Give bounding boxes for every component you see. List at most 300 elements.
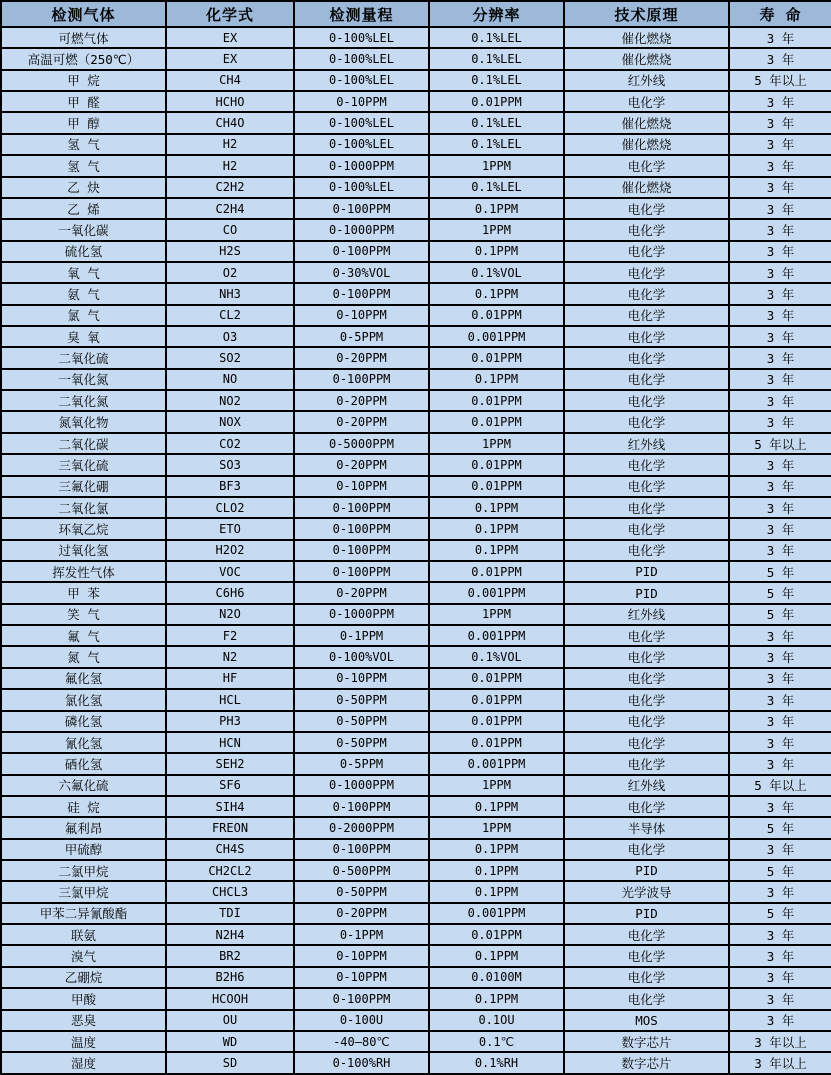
lifespan-cell: 3 年 [729, 326, 831, 347]
gas-name-cell: 二氯甲烷 [1, 860, 166, 881]
formula-cell: WD [166, 1031, 294, 1052]
range-cell: 0-100PPM [294, 518, 429, 539]
formula-cell: HCL [166, 689, 294, 710]
lifespan-cell: 3 年 [729, 305, 831, 326]
range-cell: 0-5PPM [294, 753, 429, 774]
range-cell: 0-100%LEL [294, 177, 429, 198]
range-cell: 0-100PPM [294, 540, 429, 561]
table-row [1, 177, 831, 198]
table-row [1, 1031, 831, 1052]
lifespan-cell: 3 年 [729, 988, 831, 1009]
col-header-resolution: 分辨率 [429, 1, 564, 27]
principle-cell: 电化学 [564, 625, 729, 646]
formula-cell: CO2 [166, 433, 294, 454]
resolution-cell: 0.01PPM [429, 924, 564, 945]
principle-cell: 电化学 [564, 518, 729, 539]
resolution-cell: 1PPM [429, 817, 564, 838]
resolution-cell: 0.1PPM [429, 283, 564, 304]
table-row [1, 881, 831, 902]
principle-cell: 催化燃烧 [564, 27, 729, 48]
gas-name-cell: 六氟化硫 [1, 775, 166, 796]
range-cell: 0-1000PPM [294, 155, 429, 176]
range-cell: 0-5000PPM [294, 433, 429, 454]
principle-cell: 电化学 [564, 924, 729, 945]
principle-cell: MOS [564, 1010, 729, 1031]
gas-name-cell: 温度 [1, 1031, 166, 1052]
lifespan-cell: 3 年以上 [729, 1031, 831, 1052]
gas-name-cell: 甲 苯 [1, 582, 166, 603]
lifespan-cell: 5 年以上 [729, 433, 831, 454]
lifespan-cell: 3 年 [729, 476, 831, 497]
lifespan-cell: 3 年 [729, 945, 831, 966]
table-row [1, 155, 831, 176]
range-cell: 0-30%VOL [294, 262, 429, 283]
table-row [1, 497, 831, 518]
resolution-cell: 1PPM [429, 155, 564, 176]
table-row [1, 70, 831, 91]
resolution-cell: 0.01PPM [429, 711, 564, 732]
principle-cell: 电化学 [564, 732, 729, 753]
formula-cell: C2H2 [166, 177, 294, 198]
lifespan-cell: 3 年以上 [729, 1052, 831, 1074]
table-row [1, 860, 831, 881]
gas-name-cell: 恶臭 [1, 1010, 166, 1031]
resolution-cell: 0.01PPM [429, 454, 564, 475]
principle-cell: 电化学 [564, 689, 729, 710]
principle-cell: 电化学 [564, 241, 729, 262]
table-row [1, 198, 831, 219]
formula-cell: NO [166, 369, 294, 390]
principle-cell: 电化学 [564, 411, 729, 432]
gas-name-cell: 氢 气 [1, 155, 166, 176]
principle-cell: 电化学 [564, 668, 729, 689]
range-cell: 0-10PPM [294, 668, 429, 689]
table-row [1, 988, 831, 1009]
table-row [1, 646, 831, 667]
resolution-cell: 0.1%LEL [429, 70, 564, 91]
resolution-cell: 0.1%LEL [429, 27, 564, 48]
range-cell: 0-20PPM [294, 347, 429, 368]
principle-cell: 电化学 [564, 945, 729, 966]
range-cell: 0-1PPM [294, 625, 429, 646]
range-cell: 0-10PPM [294, 476, 429, 497]
formula-cell: HCN [166, 732, 294, 753]
lifespan-cell: 3 年 [729, 198, 831, 219]
principle-cell: 电化学 [564, 390, 729, 411]
resolution-cell: 0.1%VOL [429, 646, 564, 667]
resolution-cell: 1PPM [429, 604, 564, 625]
formula-cell: B2H6 [166, 967, 294, 988]
formula-cell: TDI [166, 903, 294, 924]
table-row [1, 732, 831, 753]
range-cell: 0-100PPM [294, 283, 429, 304]
table-row [1, 219, 831, 240]
lifespan-cell: 3 年 [729, 689, 831, 710]
table-row [1, 134, 831, 155]
gas-name-cell: 湿度 [1, 1052, 166, 1074]
formula-cell: H2 [166, 155, 294, 176]
range-cell: 0-20PPM [294, 903, 429, 924]
formula-cell: C2H4 [166, 198, 294, 219]
col-header-gas-name: 检测气体 [1, 1, 166, 27]
resolution-cell: 0.1PPM [429, 518, 564, 539]
resolution-cell: 0.01PPM [429, 689, 564, 710]
formula-cell: SO2 [166, 347, 294, 368]
table-row [1, 817, 831, 838]
principle-cell: 电化学 [564, 347, 729, 368]
principle-cell: 红外线 [564, 604, 729, 625]
range-cell: 0-100%LEL [294, 27, 429, 48]
table-row [1, 48, 831, 69]
principle-cell: 电化学 [564, 283, 729, 304]
resolution-cell: 0.01PPM [429, 390, 564, 411]
principle-cell: 电化学 [564, 711, 729, 732]
principle-cell: 催化燃烧 [564, 177, 729, 198]
range-cell: 0-100%VOL [294, 646, 429, 667]
gas-name-cell: 臭 氧 [1, 326, 166, 347]
table-row [1, 796, 831, 817]
gas-name-cell: 甲苯二异氰酸酯 [1, 903, 166, 924]
gas-name-cell: 硅 烷 [1, 796, 166, 817]
formula-cell: FREON [166, 817, 294, 838]
resolution-cell: 0.001PPM [429, 582, 564, 603]
lifespan-cell: 3 年 [729, 91, 831, 112]
resolution-cell: 0.1PPM [429, 796, 564, 817]
resolution-cell: 0.1%LEL [429, 134, 564, 155]
resolution-cell: 0.1%LEL [429, 177, 564, 198]
resolution-cell: 0.1%LEL [429, 112, 564, 133]
gas-name-cell: 二氧化氮 [1, 390, 166, 411]
range-cell: 0-100U [294, 1010, 429, 1031]
resolution-cell: 0.0100M [429, 967, 564, 988]
table-row [1, 241, 831, 262]
gas-name-cell: 笑 气 [1, 604, 166, 625]
principle-cell: 数字芯片 [564, 1052, 729, 1074]
formula-cell: SO3 [166, 454, 294, 475]
formula-cell: N2 [166, 646, 294, 667]
formula-cell: CO [166, 219, 294, 240]
table-row [1, 326, 831, 347]
principle-cell: 催化燃烧 [564, 112, 729, 133]
range-cell: 0-50PPM [294, 689, 429, 710]
range-cell: 0-500PPM [294, 860, 429, 881]
table-row [1, 753, 831, 774]
range-cell: 0-1000PPM [294, 775, 429, 796]
principle-cell: PID [564, 860, 729, 881]
gas-name-cell: 磷化氢 [1, 711, 166, 732]
range-cell: 0-20PPM [294, 582, 429, 603]
col-header-lifespan: 寿 命 [729, 1, 831, 27]
resolution-cell: 0.01PPM [429, 91, 564, 112]
resolution-cell: 0.1PPM [429, 241, 564, 262]
range-cell: 0-100PPM [294, 988, 429, 1009]
table-row [1, 1052, 831, 1074]
range-cell: 0-10PPM [294, 91, 429, 112]
principle-cell: 红外线 [564, 775, 729, 796]
table-row [1, 689, 831, 710]
principle-cell: 催化燃烧 [564, 48, 729, 69]
gas-name-cell: 二氧化硫 [1, 347, 166, 368]
formula-cell: OU [166, 1010, 294, 1031]
lifespan-cell: 5 年 [729, 903, 831, 924]
formula-cell: VOC [166, 561, 294, 582]
principle-cell: PID [564, 903, 729, 924]
principle-cell: 电化学 [564, 219, 729, 240]
lifespan-cell: 5 年 [729, 561, 831, 582]
lifespan-cell: 5 年以上 [729, 70, 831, 91]
formula-cell: CHCL3 [166, 881, 294, 902]
gas-name-cell: 乙 炔 [1, 177, 166, 198]
table-row [1, 775, 831, 796]
lifespan-cell: 3 年 [729, 753, 831, 774]
range-cell: 0-10PPM [294, 945, 429, 966]
resolution-cell: 0.01PPM [429, 561, 564, 582]
formula-cell: SEH2 [166, 753, 294, 774]
formula-cell: EX [166, 48, 294, 69]
gas-name-cell: 氧 气 [1, 262, 166, 283]
lifespan-cell: 5 年 [729, 582, 831, 603]
resolution-cell: 0.001PPM [429, 903, 564, 924]
lifespan-cell: 3 年 [729, 668, 831, 689]
header-row [1, 1, 831, 27]
range-cell: 0-100%LEL [294, 70, 429, 91]
table-row [1, 839, 831, 860]
formula-cell: CLO2 [166, 497, 294, 518]
table-row [1, 711, 831, 732]
resolution-cell: 0.1%VOL [429, 262, 564, 283]
formula-cell: SD [166, 1052, 294, 1074]
range-cell: 0-50PPM [294, 732, 429, 753]
range-cell: 0-10PPM [294, 967, 429, 988]
formula-cell: NO2 [166, 390, 294, 411]
principle-cell: PID [564, 582, 729, 603]
table-row [1, 540, 831, 561]
gas-name-cell: 硒化氢 [1, 753, 166, 774]
principle-cell: 电化学 [564, 476, 729, 497]
gas-name-cell: 二氧化碳 [1, 433, 166, 454]
gas-name-cell: 溴气 [1, 945, 166, 966]
formula-cell: O3 [166, 326, 294, 347]
principle-cell: 电化学 [564, 753, 729, 774]
lifespan-cell: 3 年 [729, 27, 831, 48]
lifespan-cell: 5 年以上 [729, 775, 831, 796]
table-row [1, 924, 831, 945]
resolution-cell: 1PPM [429, 219, 564, 240]
resolution-cell: 0.01PPM [429, 411, 564, 432]
lifespan-cell: 3 年 [729, 967, 831, 988]
table-row [1, 625, 831, 646]
gas-name-cell: 高温可燃（250℃） [1, 48, 166, 69]
resolution-cell: 0.01PPM [429, 668, 564, 689]
lifespan-cell: 3 年 [729, 369, 831, 390]
gas-name-cell: 氯化氢 [1, 689, 166, 710]
principle-cell: 半导体 [564, 817, 729, 838]
principle-cell: 电化学 [564, 988, 729, 1009]
resolution-cell: 0.1PPM [429, 369, 564, 390]
formula-cell: BR2 [166, 945, 294, 966]
range-cell: 0-100PPM [294, 497, 429, 518]
gas-name-cell: 乙硼烷 [1, 967, 166, 988]
table-row [1, 305, 831, 326]
principle-cell: 红外线 [564, 433, 729, 454]
table-row [1, 112, 831, 133]
lifespan-cell: 3 年 [729, 497, 831, 518]
resolution-cell: 0.1OU [429, 1010, 564, 1031]
range-cell: 0-5PPM [294, 326, 429, 347]
range-cell: 0-100PPM [294, 839, 429, 860]
principle-cell: PID [564, 561, 729, 582]
lifespan-cell: 3 年 [729, 241, 831, 262]
gas-name-cell: 一氧化氮 [1, 369, 166, 390]
gas-name-cell: 氟 气 [1, 625, 166, 646]
gas-name-cell: 挥发性气体 [1, 561, 166, 582]
principle-cell: 光学波导 [564, 881, 729, 902]
gas-name-cell: 甲 醇 [1, 112, 166, 133]
resolution-cell: 1PPM [429, 433, 564, 454]
table-row [1, 668, 831, 689]
principle-cell: 催化燃烧 [564, 134, 729, 155]
formula-cell: N2O [166, 604, 294, 625]
lifespan-cell: 3 年 [729, 796, 831, 817]
range-cell: 0-100PPM [294, 561, 429, 582]
gas-name-cell: 氮 气 [1, 646, 166, 667]
range-cell: 0-1000PPM [294, 219, 429, 240]
formula-cell: HCOOH [166, 988, 294, 1009]
table-row [1, 1010, 831, 1031]
principle-cell: 电化学 [564, 839, 729, 860]
lifespan-cell: 3 年 [729, 283, 831, 304]
formula-cell: BF3 [166, 476, 294, 497]
lifespan-cell: 3 年 [729, 646, 831, 667]
formula-cell: N2H4 [166, 924, 294, 945]
formula-cell: NH3 [166, 283, 294, 304]
range-cell: 0-1PPM [294, 924, 429, 945]
lifespan-cell: 3 年 [729, 347, 831, 368]
gas-name-cell: 硫化氢 [1, 241, 166, 262]
lifespan-cell: 3 年 [729, 155, 831, 176]
formula-cell: HF [166, 668, 294, 689]
principle-cell: 电化学 [564, 198, 729, 219]
formula-cell: NOX [166, 411, 294, 432]
resolution-cell: 0.1PPM [429, 881, 564, 902]
table-row [1, 476, 831, 497]
principle-cell: 电化学 [564, 540, 729, 561]
table-row [1, 582, 831, 603]
formula-cell: CH2CL2 [166, 860, 294, 881]
lifespan-cell: 3 年 [729, 924, 831, 945]
lifespan-cell: 3 年 [729, 839, 831, 860]
resolution-cell: 0.1℃ [429, 1031, 564, 1052]
range-cell: 0-100%LEL [294, 48, 429, 69]
table-row [1, 283, 831, 304]
lifespan-cell: 3 年 [729, 390, 831, 411]
gas-name-cell: 二氧化氯 [1, 497, 166, 518]
lifespan-cell: 5 年 [729, 604, 831, 625]
principle-cell: 电化学 [564, 497, 729, 518]
formula-cell: C6H6 [166, 582, 294, 603]
formula-cell: H2S [166, 241, 294, 262]
gas-name-cell: 甲酸 [1, 988, 166, 1009]
gas-name-cell: 氨 气 [1, 283, 166, 304]
resolution-cell: 0.001PPM [429, 326, 564, 347]
range-cell: 0-100PPM [294, 241, 429, 262]
formula-cell: HCHO [166, 91, 294, 112]
principle-cell: 电化学 [564, 155, 729, 176]
lifespan-cell: 3 年 [729, 881, 831, 902]
table-row [1, 91, 831, 112]
gas-name-cell: 氟利昂 [1, 817, 166, 838]
formula-cell: O2 [166, 262, 294, 283]
principle-cell: 电化学 [564, 454, 729, 475]
gas-name-cell: 乙 烯 [1, 198, 166, 219]
table-row [1, 454, 831, 475]
resolution-cell: 0.01PPM [429, 732, 564, 753]
range-cell: 0-1000PPM [294, 604, 429, 625]
range-cell: 0-20PPM [294, 411, 429, 432]
formula-cell: PH3 [166, 711, 294, 732]
resolution-cell: 0.01PPM [429, 476, 564, 497]
principle-cell: 电化学 [564, 369, 729, 390]
table-row [1, 369, 831, 390]
resolution-cell: 0.1%RH [429, 1052, 564, 1074]
formula-cell: CH4O [166, 112, 294, 133]
range-cell: 0-10PPM [294, 305, 429, 326]
col-header-chemical-formula: 化学式 [166, 1, 294, 27]
principle-cell: 电化学 [564, 91, 729, 112]
table-row [1, 347, 831, 368]
table-row [1, 967, 831, 988]
lifespan-cell: 3 年 [729, 518, 831, 539]
table-row [1, 27, 831, 48]
formula-cell: H2O2 [166, 540, 294, 561]
lifespan-cell: 3 年 [729, 711, 831, 732]
lifespan-cell: 5 年 [729, 860, 831, 881]
formula-cell: ETO [166, 518, 294, 539]
resolution-cell: 0.001PPM [429, 753, 564, 774]
lifespan-cell: 3 年 [729, 1010, 831, 1031]
lifespan-cell: 3 年 [729, 540, 831, 561]
lifespan-cell: 5 年 [729, 817, 831, 838]
lifespan-cell: 3 年 [729, 112, 831, 133]
principle-cell: 电化学 [564, 326, 729, 347]
lifespan-cell: 3 年 [729, 454, 831, 475]
range-cell: 0-50PPM [294, 881, 429, 902]
principle-cell: 电化学 [564, 967, 729, 988]
resolution-cell: 0.1PPM [429, 988, 564, 1009]
gas-name-cell: 氰化氢 [1, 732, 166, 753]
resolution-cell: 1PPM [429, 775, 564, 796]
lifespan-cell: 3 年 [729, 177, 831, 198]
table-row [1, 903, 831, 924]
range-cell: 0-100PPM [294, 198, 429, 219]
gas-name-cell: 甲 烷 [1, 70, 166, 91]
principle-cell: 红外线 [564, 70, 729, 91]
formula-cell: H2 [166, 134, 294, 155]
table-row [1, 604, 831, 625]
lifespan-cell: 3 年 [729, 48, 831, 69]
gas-name-cell: 氟化氢 [1, 668, 166, 689]
principle-cell: 数字芯片 [564, 1031, 729, 1052]
resolution-cell: 0.1PPM [429, 860, 564, 881]
table-row [1, 945, 831, 966]
table-row [1, 390, 831, 411]
col-header-detection-range: 检测量程 [294, 1, 429, 27]
range-cell: 0-100%RH [294, 1052, 429, 1074]
principle-cell: 电化学 [564, 262, 729, 283]
gas-name-cell: 三氟化硼 [1, 476, 166, 497]
lifespan-cell: 3 年 [729, 219, 831, 240]
table-row [1, 411, 831, 432]
